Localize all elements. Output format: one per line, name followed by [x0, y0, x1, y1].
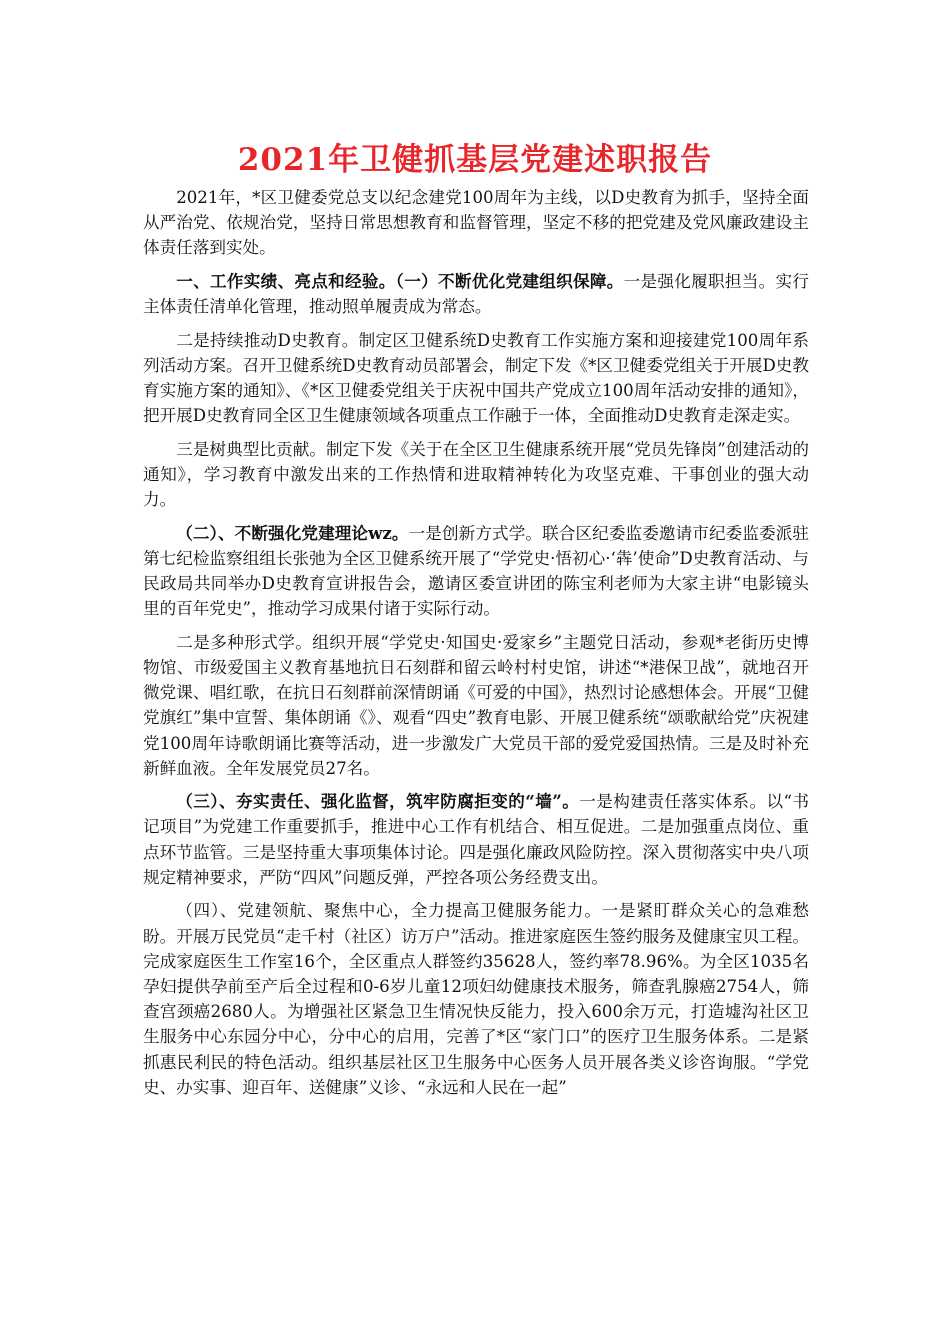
- paragraph-section-3: [143, 789, 809, 890]
- paragraph-section-1: [143, 269, 809, 319]
- paragraph-text: 一是创新方式学。联合区纪委监委邀请市纪委监委派驻第七纪检监察组组长张弛为全区卫健系统开展了“学党史·悟初心·‘犇’使命”D史教育活动、与民政局共同举办D史教育宣讲报告会，邀请区委宣讲团的陈宝利老师为大家主讲“电影镜头里的百年党史”，推动学习成果付诸于实际行动。: [143, 523, 809, 619]
- paragraph-text: 二是持续推动D史教育。制定区卫健系统D史教育工作实施方案和迎接建党100周年系列活动方案。召开卫健系统D史教育动员部署会，制定下发《*区卫健委党组关于开展D史教育实施方案的通知》、《*区卫健委党组关于庆祝中国共产党成立100周年活动安排的通知》，把开展D史教育同全区卫生健康领域各项重点工作融于一体，全面推动D史教育走深走实。: [143, 330, 809, 426]
- paragraph-text: 三是树典型比贡献。制定下发《关于在全区卫生健康系统开展“党员先锋岗”创建活动的通知》，学习教育中激发出来的工作热情和进取精神转化为攻坚克难、干事创业的强大动力。: [143, 439, 809, 510]
- paragraph-text: 一是构建责任落实体系。以“书记项目”为党建工作重要抓手，推进中心工作有机结合、相互促进。二是加强重点岗位、重点环节监管。三是坚持重大事项集体讨论。四是强化廉政风险防控。深入贯彻落实中央八项规定精神要求，严防“四风”问题反弹，严控各项公务经费支出。: [143, 792, 809, 887]
- paragraph-text: 2021年，*区卫健委党总支以纪念建党100周年为主线，以D史教育为抓手，坚持全面从严治党、依规治党，坚持日常思想教育和监督管理，坚定不移的把党建及党风廉政建设主体责任落到实处。: [143, 188, 809, 258]
- section-heading: （三）、夯实责任、强化监督，筑牢防腐拒变的“墙”。: [176, 791, 580, 812]
- paragraph-text: （四）、党建领航、聚焦中心，全力提高卫健服务能力。一是紧盯群众关心的急难愁盼。开展万民党员“走千村（社区）访万户”活动。推进家庭医生签约服务及健康宝贝工程。完成家庭医生工作室16个，全区重点人群签约35628人，签约率78.96%。为全区1035名孕妇提供孕前至产后全过程和0-6岁儿童12项妇幼健康技术服务，筛查乳腺癌2754人，筛查宫颈癌2680人。为增强社区紧急卫生情况快反能力，投入600余万元，打造墟沟社区卫生服务中心东园分中心，分中心的启用，完善了*区“家门口”的医疗卫生服务体系。二是紧抓惠民利民的特色活动。组织基层社区卫生服务中心医务人员开展各类义诊咨询服。“学党史、办实事、迎百年、送健康”义诊、“永远和人民在一起”: [143, 901, 809, 1097]
- paragraph-section-4: [143, 898, 809, 1100]
- paragraph-dhistory-education: [143, 328, 809, 429]
- section-heading: 一、工作实绩、亮点和经验。（一）不断优化党建组织保障。: [176, 270, 624, 291]
- paragraph-section-2: [143, 521, 809, 622]
- document-body: [143, 185, 809, 1108]
- document-title: 2021年卫健抓基层党建述职报告: [237, 142, 713, 178]
- paragraph-text: 二是多种形式学。组织开展“学党史·知国史·爱家乡”主题党日活动，参观*老街历史博物馆、市级爱国主义教育基地抗日石刻群和留云岭村村史馆，讲述“*港保卫战”，就地召开微党课、唱红歌，在抗日石刻群前深情朗诵《可爱的中国》，热烈讨论感想体会。开展“卫健党旗红”集中宣誓、集体朗诵《》、观看“四史”教育电影、开展卫健系统“颂歌献给党”庆祝建党100周年诗歌朗诵比赛等活动，进一步激发广大党员干部的爱党爱国热情。三是及时补充新鲜血液。全年发展党员27名。: [143, 632, 809, 778]
- paragraph-model-contribution: [143, 437, 809, 513]
- paragraph-text: 一是强化履职担当。实行主体责任清单化管理，推动照单履责成为常态。: [143, 271, 810, 317]
- section-heading: （二）、不断强化党建理论wz。: [176, 522, 409, 543]
- paragraph-multiple-forms: [143, 630, 809, 781]
- paragraph-intro: [143, 185, 809, 261]
